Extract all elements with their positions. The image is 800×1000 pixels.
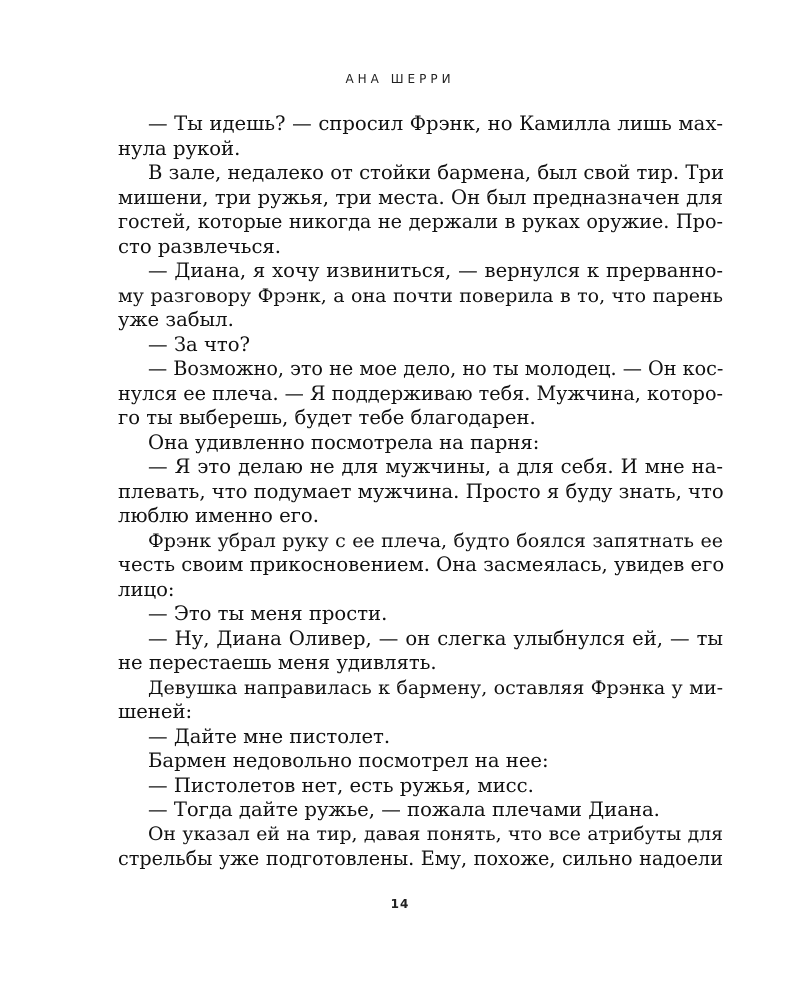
text-line: стрельбы уже подготовлены. Ему, похоже, сильно надоели (118, 847, 723, 870)
text-line: Она удивленно посмотрела на парня: (148, 430, 540, 454)
page-number: 14 (390, 897, 410, 911)
text-line: — Дайте мне пистолет. (148, 724, 391, 748)
text-line: — Я это делаю не для мужчины, а для себя. И мне на- (148, 455, 723, 478)
text-line: — Возможно, это не мое дело, но ты молодец. — Он кос- (148, 357, 724, 380)
body-text (118, 112, 723, 872)
running-head: АНА ШЕРРИ (345, 72, 455, 86)
text-line: плевать, что подумает мужчина. Просто я буду знать, что (118, 479, 724, 503)
text-line: — Диана, я хочу извиниться, — вернулся к прерванно- (148, 259, 723, 282)
text-line: — Это ты меня прости. (148, 602, 388, 625)
text-line: — За что? (148, 332, 251, 356)
text-line: — Пистолетов нет, есть ружья, мисс. (148, 773, 534, 797)
text-line: Фрэнк убрал руку с ее плеча, будто боялся запятнать ее (148, 529, 723, 552)
text-line: Бармен недовольно посмотрел на нее: (148, 749, 549, 772)
text-line: гостей, которые никогда не держали в руках оружие. Про- (118, 210, 723, 233)
text-line: мишени, три ружья, три места. Он был предназначен для (118, 185, 723, 209)
text-line: не перестаешь меня удивлять. (118, 651, 437, 674)
text-line: Он указал ей на тир, давая понять, что все атрибуты для (148, 823, 723, 845)
text-line: — Тогда дайте ружье, — пожала плечами Диана. (148, 798, 660, 821)
text-line: му разговору Фрэнк, а она почти поверила в то, что парень (118, 284, 723, 307)
text-line: — Ты идешь? — спросил Фрэнк, но Камилла лишь мах- (148, 112, 723, 135)
text-line: шеней: (118, 700, 193, 723)
text-line: нулся ее плеча. — Я поддерживаю тебя. Мужчина, которо- (118, 381, 723, 405)
text-line: люблю именно его. (118, 504, 319, 527)
text-line: лицо: (118, 577, 175, 601)
text-line: честь своим прикосновением. Она засмеялась, увидев его (118, 553, 725, 576)
text-line: сто развлечься. (118, 234, 282, 258)
text-line: В зале, недалеко от стойки бармена, был свой тир. Три (148, 161, 725, 184)
text-line: — Ну, Диана Оливер, — он слегка улыбнулся ей, — ты (148, 626, 723, 650)
text-line: нула рукой. (118, 136, 241, 160)
text-line: го ты выберешь, будет тебе благодарен. (118, 406, 536, 429)
text-line: Девушка направилась к бармену, оставляя Фрэнка у ми- (148, 676, 723, 699)
text-line: уже забыл. (118, 308, 234, 331)
